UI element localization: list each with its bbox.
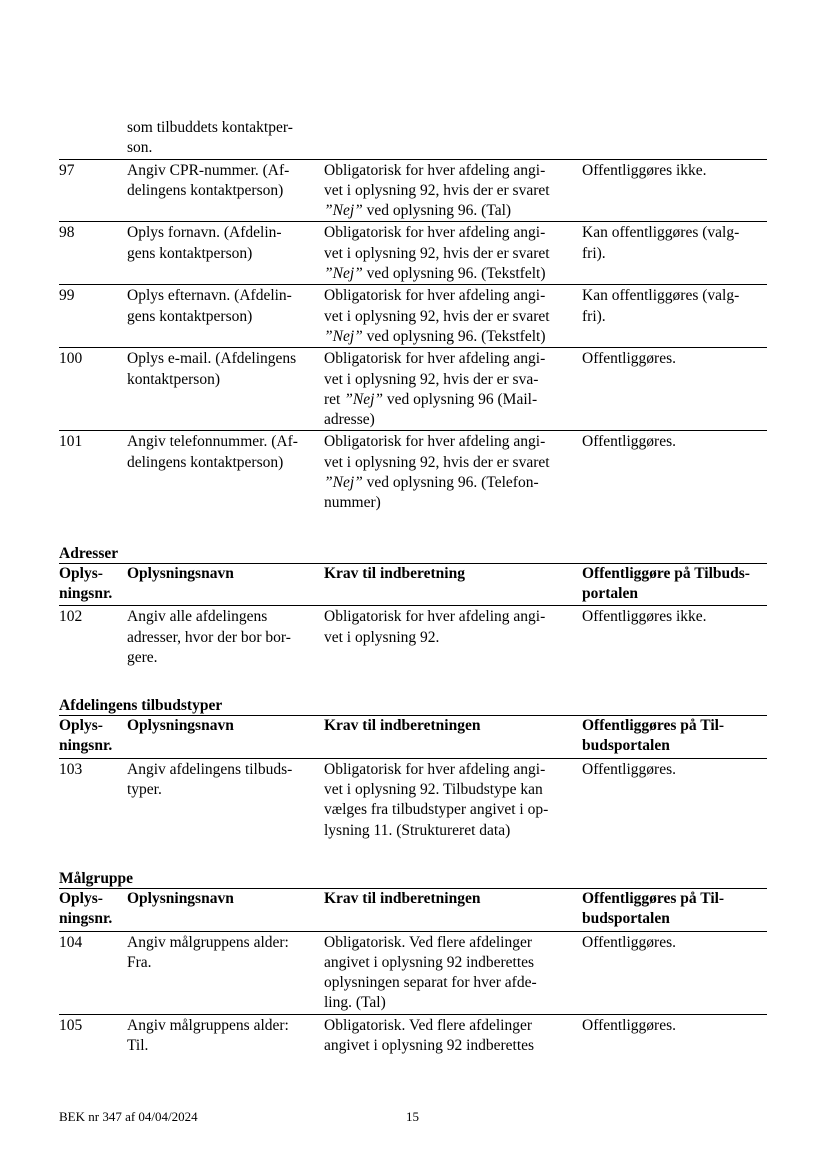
cell-nr: 101 <box>59 433 83 451</box>
cell-name: som tilbuddets kontaktper- son. <box>127 119 293 157</box>
header-pub: Offentliggøres på Til- budsportalen <box>582 889 725 928</box>
footer-page-number: 15 <box>406 1109 419 1124</box>
cell-pub: Offentliggøres. <box>582 1016 676 1034</box>
table-row <box>59 1014 767 1057</box>
table-row <box>59 606 767 668</box>
cell-pub: Offentliggøres. <box>582 760 676 778</box>
table-row-continuation <box>59 118 767 159</box>
cell-pub: Offentliggøres. <box>582 433 676 451</box>
table-row <box>59 221 767 284</box>
section-title-tilbudstyper: Afdelingens tilbudstyper <box>59 697 223 715</box>
cell-krav: Obligatorisk for hver afdeling angi- vet i oplysning 92, hvis der er svaret ”Nej” ved oplysning 96. (Tal) <box>324 161 550 220</box>
cell-pub: Kan offentliggøres (valg- fri). <box>582 224 740 262</box>
cell-nr: 104 <box>59 933 83 951</box>
cell-krav: Obligatorisk for hver afdeling angi- vet i oplysning 92. <box>324 608 546 646</box>
table-row <box>59 759 767 841</box>
cell-nr: 100 <box>59 350 83 368</box>
cell-krav: Obligatorisk for hver afdeling angi- vet i oplysning 92, hvis der er svaret ”Nej” ved oplysning 96. (Tekstfelt) <box>324 287 550 345</box>
cell-krav: Obligatorisk. Ved flere afdelinger angivet i oplysning 92 indberettes <box>324 1016 535 1054</box>
document-body <box>59 118 767 1056</box>
table-row <box>59 159 767 222</box>
section-title-malgruppe: Målgruppe <box>59 869 134 887</box>
cell-pub: Kan offentliggøres (valg- fri). <box>582 287 740 325</box>
cell-krav: Obligatorisk for hver afdeling angi- vet i oplysning 92, hvis der er sva- ret ”Nej” ved oplysning 96 (Mail- adresse) <box>324 350 546 429</box>
header-nr: Oplys- ningsnr. <box>59 717 113 755</box>
cell-krav: Obligatorisk. Ved flere afdelinger angivet i oplysning 92 indberettes oplysningen separat for hver afde- ling. (Tal) <box>324 933 537 1012</box>
footer-document-reference: BEK nr 347 af 04/04/2024 <box>59 1109 198 1124</box>
header-krav: Krav til indberetningen <box>324 717 481 735</box>
cell-name: Oplys fornavn. (Afdelin- gens kontaktperson) <box>127 224 282 262</box>
table-header <box>59 563 767 607</box>
cell-pub: Offentliggøres ikke. <box>582 161 707 179</box>
table-row <box>59 430 767 513</box>
header-name: Oplysningsnavn <box>127 564 234 582</box>
table-row <box>59 284 767 347</box>
section-title-adresser: Adresser <box>59 544 119 562</box>
cell-name: Angiv telefonnummer. (Af- delingens kontaktperson) <box>127 433 298 471</box>
table-header <box>59 888 767 932</box>
cell-name: Angiv afdelingens tilbuds- typer. <box>127 760 293 799</box>
header-name: Oplysningsnavn <box>127 717 234 735</box>
cell-name: Oplys efternavn. (Afdelin- gens kontaktperson) <box>127 287 292 325</box>
cell-krav: Obligatorisk for hver afdeling angi- vet i oplysning 92, hvis der er svaret ”Nej” ved oplysning 96. (Tekstfelt) <box>324 224 550 283</box>
cell-nr: 99 <box>59 287 75 305</box>
cell-name: Angiv CPR-nummer. (Af- delingens kontaktperson) <box>127 161 290 199</box>
table-row <box>59 347 767 430</box>
cell-name: Angiv målgruppens alder: Til. <box>127 1016 289 1054</box>
cell-pub: Offentliggøres ikke. <box>582 608 707 626</box>
cell-pub: Offentliggøres. <box>582 350 676 368</box>
header-pub: Offentliggøres på Til- budsportalen <box>582 717 725 755</box>
header-krav: Krav til indberetningen <box>324 889 481 907</box>
header-name: Oplysningsnavn <box>127 889 234 907</box>
cell-krav: Obligatorisk for hver afdeling angi- vet i oplysning 92, hvis der er svaret ”Nej” ved oplysning 96. (Telefon- nummer) <box>324 433 550 512</box>
header-nr: Oplys- ningsnr. <box>59 564 113 602</box>
cell-nr: 105 <box>59 1016 83 1034</box>
header-pub: Offentliggøre på Tilbuds- portalen <box>582 564 750 602</box>
header-nr: Oplys- ningsnr. <box>59 889 113 928</box>
cell-nr: 97 <box>59 161 75 179</box>
cell-name: Angiv målgruppens alder: Fra. <box>127 933 289 971</box>
cell-pub <box>582 118 767 159</box>
cell-krav: Obligatorisk for hver afdeling angi- vet i oplysning 92. Tilbudstype kan vælges fra tilbudstyper angivet i op- lysning 11. (Struktureret data) <box>324 760 549 839</box>
cell-nr <box>59 118 127 159</box>
cell-name: Oplys e-mail. (Afdelingens kontaktperson) <box>127 350 297 388</box>
table-row <box>59 932 767 1014</box>
table-header <box>59 715 767 759</box>
cell-name: Angiv alle afdelingens adresser, hvor der bor bor- gere. <box>127 608 291 666</box>
cell-nr: 98 <box>59 224 75 242</box>
cell-nr: 102 <box>59 608 83 626</box>
cell-krav <box>324 118 582 159</box>
header-krav: Krav til indberetning <box>324 564 465 582</box>
cell-nr: 103 <box>59 760 83 778</box>
cell-pub: Offentliggøres. <box>582 933 676 951</box>
